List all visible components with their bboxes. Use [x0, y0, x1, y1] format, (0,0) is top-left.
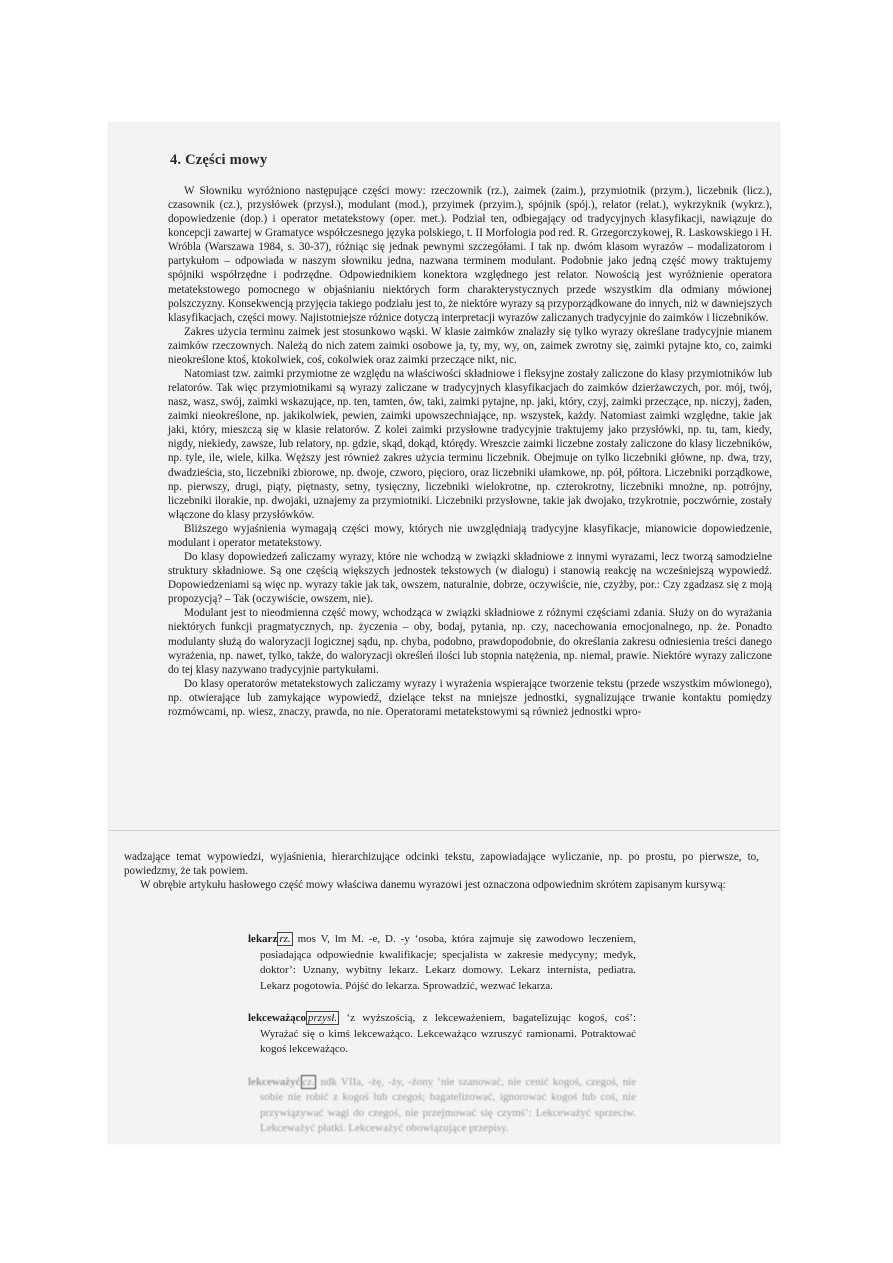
- lower-page-section: [124, 850, 759, 892]
- scan-seam: [108, 830, 780, 831]
- paragraph: Do klasy operatorów metatekstowych zaliczamy wyrazy i wyrażenia wspierające tworzenie tekstu (przede wszystkim mówionego), np. otwierające lub zamykające wypowiedź, dzielące tekst na mniejsze jednostki, sygnalizujące trwanie kontaktu pomiędzy rozmówcami, np. wiesz, znaczy, prawda, no nie. Operatorami metatekstowymi są również jednostki wpro-: [168, 677, 772, 718]
- paragraph: wadzające temat wypowiedzi, wyjaśnienia, hierarchizujące odcinki tekstu, zapowiadające wyliczanie, np. po prostu, po pierwsze, to, powiedzmy, że tak powiem.: [124, 851, 759, 878]
- top-body: [168, 184, 772, 719]
- scanned-page: [108, 122, 780, 1144]
- bottom-body: [124, 850, 759, 892]
- section-heading: 4. Części mowy: [170, 152, 268, 168]
- paragraph: Modulant jest to nieodmienna część mowy, wchodząca w związki składniowe z różnymi częściami zdania. Służy on do wyrażania niektórych funkcji pragmatycznych, np. życzenia – oby, bodaj, pytania, np. czy, nacechowania emocjonalnego, np. że. Ponadto modulanty służą do waloryzacji logicznej sądu, np. chyba, podobno, prawdopodobnie, do określania zakresu odniesienia treści danego wyrażenia, np. nawet, tylko, także, do waloryzacji określeń ilości lub stopnia natężenia, np. niemal, prawie. Niektóre wyrazy zaliczone do tej klasy nazywano tradycyjnie partykułami.: [168, 607, 772, 676]
- paragraph: W Słowniku wyróżniono następujące części mowy: rzeczownik (rz.), zaimek (zaim.), przymiotnik (przym.), liczebnik (licz.), czasownik (cz.), przysłówek (przysł.), modulant (mod.), przyimek (przyim.), spójnik (spój.), relator (relat.), wykrzyknik (wykrz.), dopowiedzenie (dop.) i operator metatekstowy (oper. met.). Podział ten, odbiegający od tradycyjnych klasyfikacji, nawiązuje do koncepcji zawartej w Gramatyce współczesnego języka polskiego, t. II Morfologia pod red. R. Grzegorczykowej, R. Laskowskiego i H. Wróbla (Warszawa 1984, s. 30-37), różniąc się jednak pewnymi szczegółami. I tak np. dwóm klasom wyrazów – modalizatorom i partykułom – odpowiada w naszym słowniku jedna, nazwana terminem modulant. Podobnie jako jedną część mowy traktujemy spójniki współrzędne i podrzędne. Odpowiednikiem konektora względnego jest relator. Nowością jest wyróżnienie operatora metatekstowego pomocnego w objaśnianiu niektórych form charakterystycznych przede wszystkim dla odmiany mówionej polszczyzny. Konsekwencją przyjęcia takiego podziału jest to, że niektóre wyrazy są przyporządkowane do innych, niż w dawniejszych klasyfikacjach, części mowy. Najistotniejsze różnice dotyczą interpretacji wyrazów zaliczanych tradycyjnie do zaimków i liczebników.: [168, 185, 772, 324]
- dictionary-entry: [248, 1011, 636, 1058]
- entry-headword: lekarz: [248, 933, 278, 945]
- entry-headword: lekceważyć: [248, 1075, 301, 1088]
- upper-page-section: [168, 152, 772, 719]
- paragraph: Bliższego wyjaśnienia wymagają części mowy, których nie uwzględniają tradycyjne klasyfikacje, mianowicie dopowiedzenie, modulant i operator metatekstowy.: [168, 522, 772, 549]
- entry-definition: ‘z wyższością, z lekceważeniem, bagatelizując kogoś, coś’: Wyrażać się o kimś lekceważąco. Lekceważąco wzruszyć ramionami. Potraktować kogoś lekceważąco.: [260, 1012, 636, 1055]
- paragraph: Do klasy dopowiedzeń zaliczamy wyrazy, które nie wchodzą w związki składniowe z innymi wyrazami, lecz tworzą samodzielne struktury składniowe. Są one częścią większych jednostek tekstowych (w dialogu) i stanowią reakcję na wcześniejszą wypowiedź. Dopowiedzeniami są więc np. wyrazy takie jak tak, owszem, naturalnie, dobrze, oczywiście, nie, czyżby, por.: Czy zgadzasz się z moją propozycją? – Tak (oczywiście, owszem, nie).: [168, 551, 772, 606]
- entry-pos-tag: cz.: [302, 1075, 315, 1088]
- entry-pos-tag: przysł.: [308, 1012, 338, 1024]
- entry-headword: lekceważąco: [248, 1012, 307, 1024]
- entry-pos-tag: rz.: [279, 933, 291, 945]
- dictionary-entry: [248, 932, 636, 994]
- dictionary-examples: [248, 932, 636, 1144]
- paragraph: W obrębie artykułu hasłowego część mowy właściwa danemu wyrazowi jest oznaczona odpowiednim skrótem zapisanym kursywą:: [140, 879, 726, 892]
- paragraph: Natomiast tzw. zaimki przymiotne ze względu na właściwości składniowe i fleksyjne zostały zaliczone do klasy przymiotników lub relatorów. Tak więc przymiotnikami są wyrazy zaliczane w tradycyjnych klasyfikacjach do zaimków dzierżawczych, por. mój, twój, nasz, wasz, swój, zaimki wskazujące, np. ten, tamten, ów, taki, zaimki pytajne, np. jaki, który, czyj, zaimki przeczące, np. niczyj, żaden, zaimki nieokreślone, np. jakikolwiek, pewien, zaimki upowszechniające, np. wszystek, każdy. Natomiast zaimki względne, takie jak jaki, który, mieszczą się w klasie relatorów. Z kolei zaimki przysłowne tradycyjnie traktujemy jako przysłówki, np. tu, tam, kiedy, nigdy, niekiedy, zawsze, lub relatory, np. gdzie, skąd, dokąd, którędy. Wreszcie zaimki liczebne zostały zaliczone do klasy liczebników, np. tyle, ile, wiele, kilka. Węższy jest również zakres użycia terminu liczebnik. Obejmuje on tylko liczebniki główne, np. dwa, trzy, dwadzieścia, sto, liczebniki zbiorowe, np. dwoje, czworo, pięcioro, oraz liczebniki ułamkowe, np. pół, półtora. Liczebniki porządkowe, np. pierwszy, drugi, piąty, piętnasty, setny, tysięczny, liczebniki wielokrotne, np. czterokrotny, liczebniki mnożne, np. potrójny, liczebniki ilorakie, np. dwojaki, uznajemy za przymiotniki. Liczebniki przysłowne, takie jak dwojako, trzykrotnie, poczwórnie, zostały włączone do klasy przysłówków.: [168, 368, 772, 521]
- dictionary-entry: [248, 1075, 636, 1137]
- entry-definition: ndk VIIa, -żę, -ży, -żony ‘nie szanować, nie cenić kogoś, czegoś, nie sobie nie robić z kogoś lub czegoś; bagatelizować, ignorować kogoś lub coś, nie przywiązywać wagi do czegoś, nie przejmować się czymś’: Lekceważyć sprzeciw. Lekceważyć płatki. Lekceważyć obowiązujące przepisy.: [260, 1075, 637, 1134]
- entry-definition: mos V, lm M. -e, D. -y ‘osoba, która zajmuje się zawodowo leczeniem, posiadająca odpowiednie kwalifikacje; specjalista w zakresie medycyny; medyk, doktor’: Uznany, wybitny lekarz. Lekarz domowy. Lekarz internista, pediatra. Lekarz pogotowia. Pójść do lekarza. Sprowadzić, wezwać lekarza.: [260, 933, 637, 992]
- paragraph: Zakres użycia terminu zaimek jest stosunkowo wąski. W klasie zaimków znalazły się tylko wyrazy określane tradycyjnie mianem zaimków rzeczownych. Należą do nich zatem zaimki osobowe ja, ty, my, wy, on, zaimek zwrotny się, zaimki pytajne kto, co, zaimki nieokreślone ktoś, ktokolwiek, coś, cokolwiek oraz zaimki przeczące nikt, nic.: [168, 325, 772, 366]
